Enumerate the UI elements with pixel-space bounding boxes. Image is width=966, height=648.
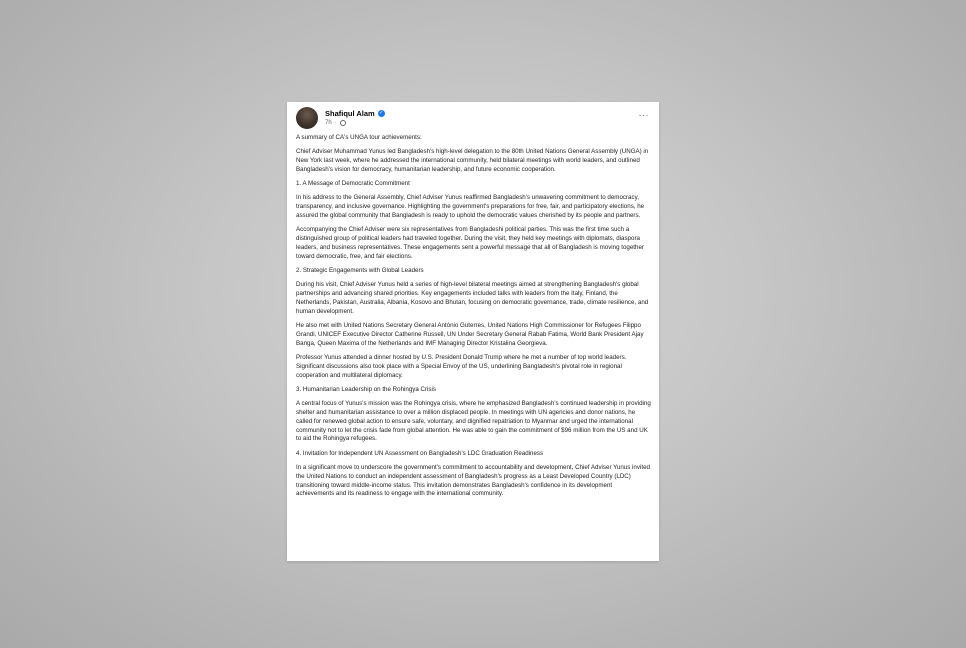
post-paragraph: During his visit, Chief Adviser Yunus held a series of high-level bilateral meetings aimed at strengthening Bangladesh's global partnerships and advancing shared priorities. Key engagements included talks with leaders from the Italy, Finland, the Netherlands, Pakistan, Australia, Albania, Kosovo and Bhutan, focusing on democratic governance, trade, climate resilience, and human development. (296, 281, 649, 315)
meta-separator: · (334, 120, 337, 126)
post-time[interactable]: 7h (325, 120, 332, 126)
post-paragraph: In a significant move to underscore the government's commitment to accountability and development, Chief Adviser Yunus invited the United Nations to conduct an independent assessment of Bangladesh's progress as a Least Developed Country (LDC) transitioning toward middle-income status. This invitation demonstrates Bangladesh's confidence in its development achievements and its readiness to engage with the international community. (296, 463, 650, 498)
author-name[interactable]: Shafiqul Alam (325, 109, 375, 118)
globe-icon (340, 120, 346, 126)
section-heading: 4. Invitation for Independent UN Assessment on Bangladesh's LDC Graduation Readiness (296, 449, 544, 457)
section-heading: 2. Strategic Engagements with Global Leaders (296, 267, 424, 275)
section-heading: 3. Humanitarian Leadership on the Rohingya Crisis (296, 385, 436, 393)
author-row (325, 109, 385, 118)
post-intro: A summary of CA's UNGA tour achievements: (296, 134, 422, 141)
verified-badge-icon: ✓ (379, 110, 384, 116)
facebook-post-card (287, 102, 659, 561)
post-paragraph: In his address to the General Assembly, Chief Adviser Yunus reaffirmed Bangladesh's unwavering commitment to democracy, transparency, and inclusive governance. Highlighting the government's preparations for free, fair, and participatory elections, he assured the global community that Bangladesh is ready to uphold the democratic values cherished by its people and partners. (296, 194, 645, 220)
post-header (296, 107, 651, 131)
avatar[interactable] (296, 107, 318, 129)
post-paragraph: Professor Yunus attended a dinner hosted by U.S. President Donald Trump where he met a number of top world leaders. Significant discussions also took place with a Special Envoy of the US, underlining Bangladesh's pivotal role in regional cooperation and multilateral diplomacy. (296, 353, 627, 379)
post-paragraph: Accompanying the Chief Adviser were six representatives from Bangladeshi political parties. This was the first time such a distinguished group of political leaders had traveled together. During the visit, they held key meetings with diplomats, diaspora leaders, and business representatives. These engagements sent a powerful message that all of Bangladesh is moving together toward democratic, free, and fair elections. (296, 226, 644, 260)
post-meta (325, 120, 346, 126)
post-paragraph: He also met with United Nations Secretary General António Guterres, United Nations High Commissioner for Refugees Filippo Grandi, UNICEF Executive Director Catherine Russell, UN Under Secretary General Rabab Fatima, World Bank President Ajay Banga, Queen Maxima of the Netherlands and IMF Managing Director Kristalina Georgieva. (296, 322, 644, 347)
more-options-button[interactable]: ··· (638, 110, 649, 120)
section-heading: 1. A Message of Democratic Commitment (296, 180, 410, 188)
post-paragraph: Chief Adviser Muhammad Yunus led Bangladesh's high-level delegation to the 80th United Nations General Assembly (UNGA) in New York last week, where he addressed the international community, held bilateral meetings with world leaders, and outlined Bangladesh's vision for democracy, humanitarian leadership, and future economic cooperation. (296, 148, 649, 173)
post-paragraph: A central focus of Yunus's mission was the Rohingya crisis, where he emphasized Bangladesh's continued leadership in providing shelter and humanitarian assistance to over a million displaced people. In meetings with UN agencies and donor nations, he called for renewed global action to ensure safe, voluntary, and dignified repatriation to Myanmar and urged the international community not to let the crisis fade from global attention. He was able to gain the commitment of $96 million from the US and UK to aid the Rohingya refugees. (296, 400, 651, 443)
post-body (296, 134, 651, 505)
